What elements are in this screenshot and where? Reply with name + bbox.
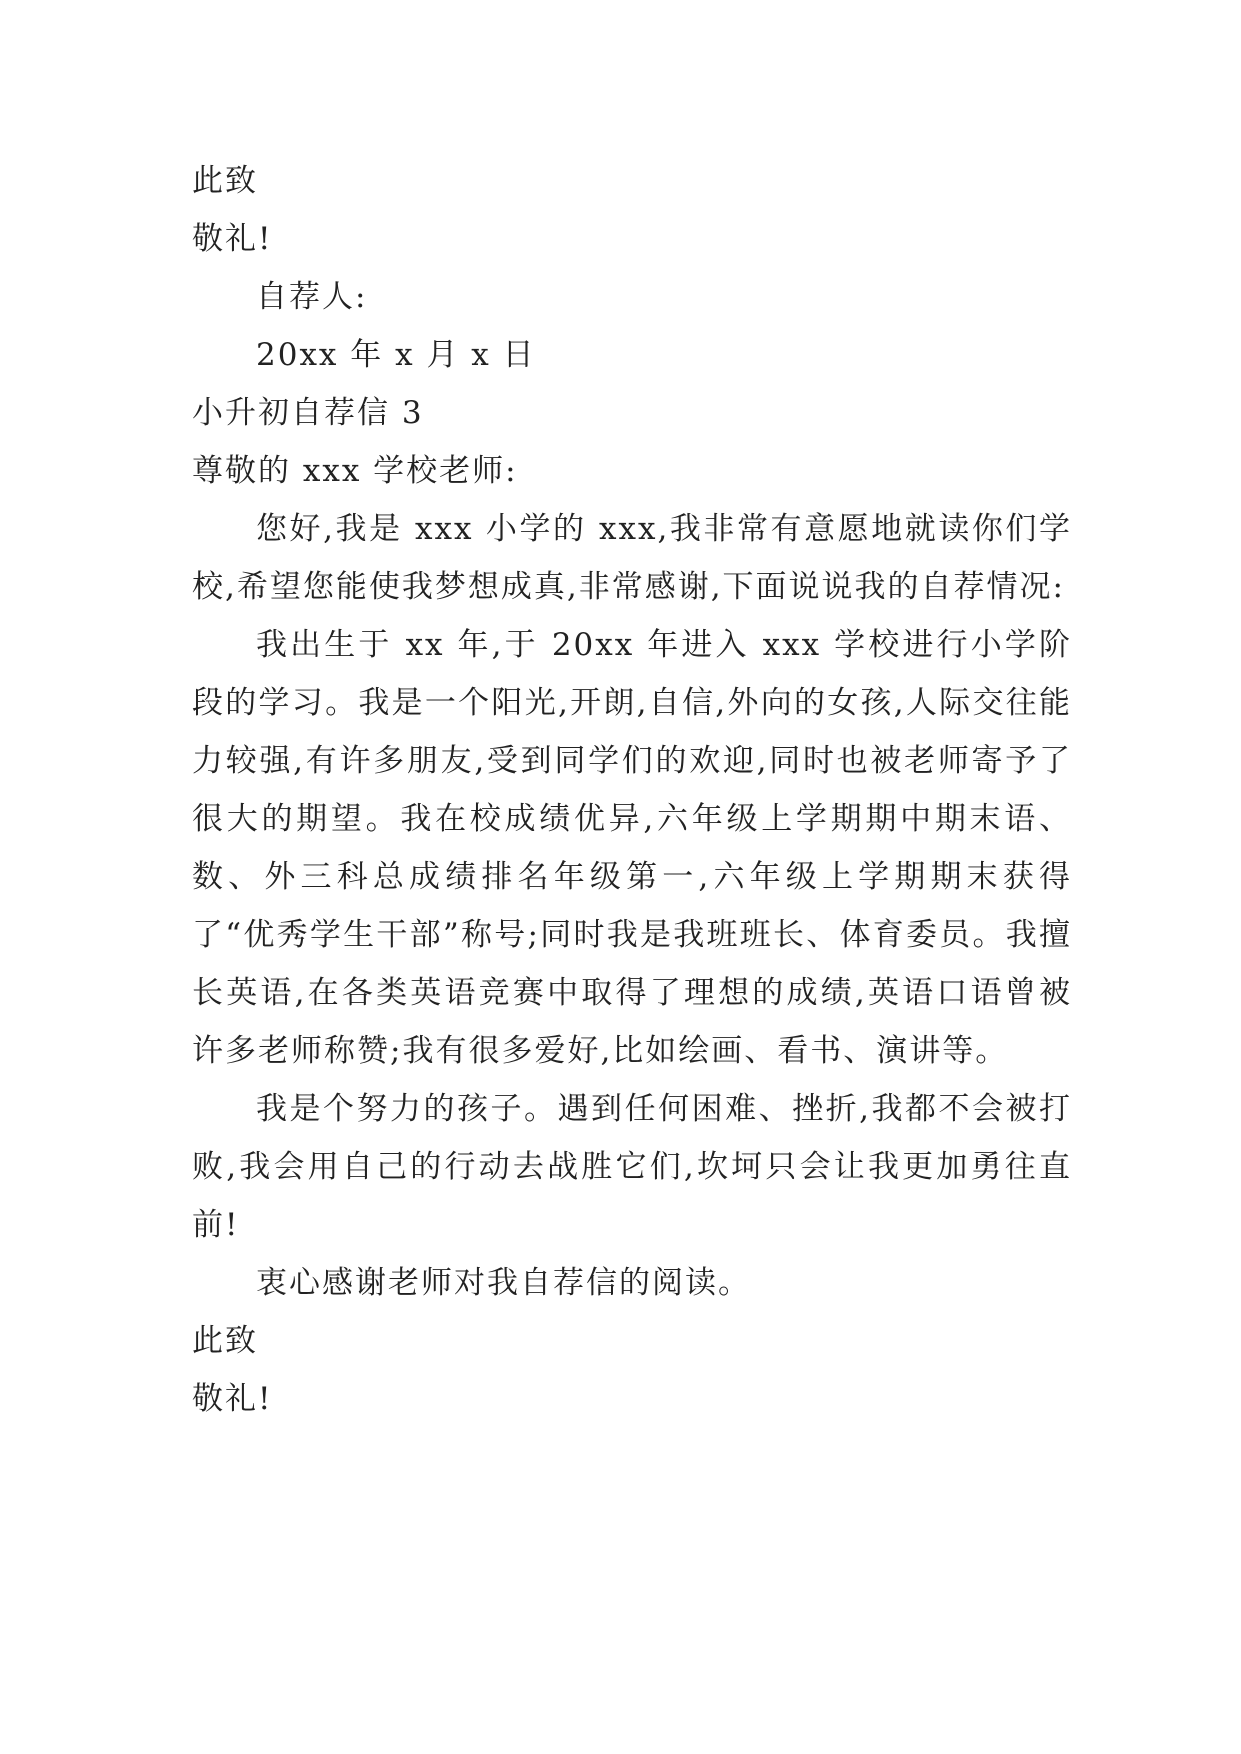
- signer-line: 自荐人:: [256, 279, 368, 315]
- paragraph-perseverance: 我是个努力的孩子。遇到任何困难、挫折,我都不会被打败,我会用自己的行动去战胜它们,坎坷只会让我更加勇往直前!: [192, 1091, 1072, 1243]
- paragraph-thanks: 衷心感谢老师对我自荐信的阅读。: [256, 1265, 751, 1301]
- document-body: [192, 152, 1072, 1428]
- letter-salutation: 尊敬的 xxx 学校老师:: [192, 453, 518, 489]
- salute-line: 敬礼!: [192, 221, 273, 257]
- letter-closing: 此致: [192, 1323, 258, 1359]
- date-line: 20xx 年 x 月 x 日: [256, 337, 536, 373]
- paragraph-greeting: 您好,我是 xxx 小学的 xxx,我非常有意愿地就读你们学校,希望您能使我梦想成真,非常感谢,下面说说我的自荐情况:: [192, 511, 1072, 605]
- letter-salute: 敬礼!: [192, 1381, 273, 1417]
- closing-line: 此致: [192, 163, 258, 199]
- letter-title: 小升初自荐信 3: [192, 395, 424, 431]
- paragraph-background: 我出生于 xx 年,于 20xx 年进入 xxx 学校进行小学阶段的学习。我是一个阳光,开朗,自信,外向的女孩,人际交往能力较强,有许多朋友,受到同学们的欢迎,同时也被老师寄予了很大的期望。我在校成绩优异,六年级上学期期中期末语、数、外三科总成绩排名年级第一,六年级上学期期末获得了“优秀学生干部”称号;同时我是我班班长、体育委员。我擅长英语,在各类英语竞赛中取得了理想的成绩,英语口语曾被许多老师称赞;我有很多爱好,比如绘画、看书、演讲等。: [192, 627, 1072, 1069]
